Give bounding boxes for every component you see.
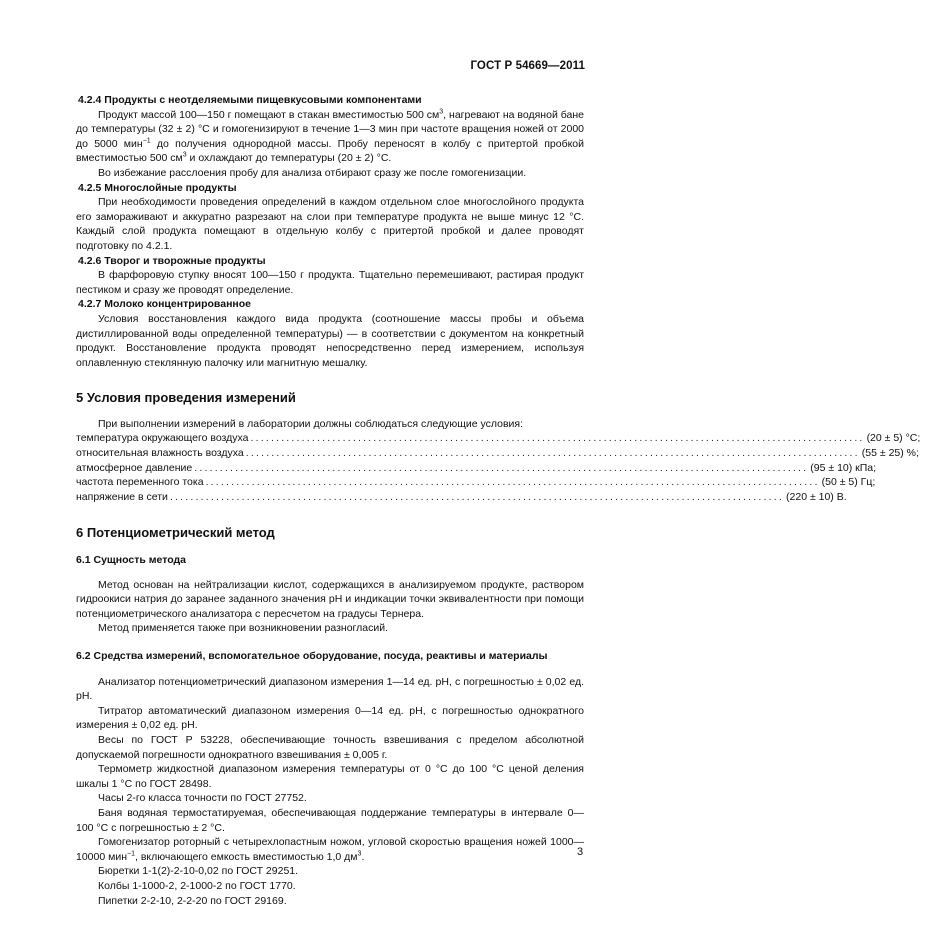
condition-label: напряжение в сети (76, 490, 168, 503)
condition-value: (55 ± 25) %; (861, 447, 919, 460)
dot-leader: ........................................................................................................................ (245, 447, 860, 460)
dot-leader: ........................................................................................................................ (194, 461, 809, 474)
text-run: и охлаждают до температуры (20 ± 2) °С. (186, 152, 392, 165)
list-item: Весы по ГОСТ Р 53228, обеспечивающие точность взвешивания с пределом абсолютной допускаемой погрешности однократного взвешивания ± 0,005 г. (76, 733, 584, 761)
page-number: 3 (577, 846, 584, 858)
subsection-4-2-4-title: 4.2.4 Продукты с неотделяемыми пищевкусовыми компонентами (78, 94, 422, 106)
text-run: , включающего емкость вместимостью 1,0 дм (134, 850, 358, 863)
superscript: 3 (439, 108, 444, 116)
condition-label: температура окружающего воздуха (76, 432, 249, 445)
equipment-list (76, 864, 584, 908)
paragraph (76, 108, 584, 166)
dot-leader: ........................................................................................................................ (169, 490, 785, 503)
subsection-6-2-title: 6.2 Средства измерений, вспомогательное оборудование, посуда, реактивы и материалы (76, 650, 548, 662)
list-item: Термометр жидкостной диапазоном измерения температуры от 0 °С до 100 °С ценой деления шкалы 1 °С по ГОСТ 28498. (76, 763, 584, 790)
text-run: до получения однородной массы. Пробу переносят в колбу с притертой пробкой вместимостью 500 см (76, 137, 584, 165)
condition-value: (50 ± 5) Гц; (821, 476, 876, 489)
list-item: Титратор автоматический диапазоном измерения 0—14 ед. рН, с погрешностью однократного измерения ± 0,02 ед. рН. (76, 704, 584, 732)
paragraph: Условия восстановления каждого вида продукта (соотношение массы пробы и объема дистиллированной воды определенной температуры) — в соответствии с документом на конкретный продукт. Восстановление продукта проводят непосредственно перед измерением, используя оплавленную стеклянную палочку или магнитную мешалку. (76, 312, 584, 369)
section-6-title: 6 Потенциометрический метод (76, 525, 275, 541)
condition-row (76, 490, 847, 505)
superscript: −1 (142, 137, 151, 145)
page-content (76, 93, 921, 908)
subsection-4-2-5-title: 4.2.5 Многослойные продукты (78, 181, 237, 194)
text-run: Гомогенизатор роторный с четырехлопастным ножом, угловой скоростью вращения ножей 1000—10000 мин (76, 836, 584, 863)
superscript: −1 (127, 850, 135, 858)
section-5-title: 5 Условия проведения измерений (76, 390, 296, 406)
condition-value: (20 ± 5) °С; (866, 432, 921, 445)
subsection-4-2-7-title: 4.2.7 Молоко концентрированное (78, 298, 252, 311)
list-item: Пипетки 2-2-10, 2-2-20 по ГОСТ 29169. (98, 894, 287, 907)
paragraph: Метод применяется также при возникновении разногласий. (98, 622, 388, 635)
condition-value: (220 ± 10) В. (786, 490, 847, 503)
list-item: Анализатор потенциометрический диапазоном измерения 1—14 ед. рН, с погрешностью ± 0,02 ед. рН. (76, 675, 584, 703)
list-item: Бюретки 1-1(2)-2-10-0,02 по ГОСТ 29251. (98, 865, 299, 878)
document-id-header: ГОСТ Р 54669—2011 (470, 60, 585, 72)
condition-label: относительная влажность воздуха (76, 447, 244, 460)
subsection-4-2-6-title: 4.2.6 Творог и творожные продукты (78, 254, 266, 267)
condition-label: частота переменного тока (76, 476, 204, 489)
paragraph: При необходимости проведения определений в каждом отдельном слое многослойного продукта его замораживают и аккуратно разрезают на слои при температуре продукта не выше минус 12 °С. Каждый слой продукта помещают в отдельную колбу с притертой пробкой и далее проводят подготовку по 4.2.1. (76, 196, 584, 252)
superscript: 3 (357, 850, 362, 858)
list-item: Колбы 1-1000-2, 2-1000-2 по ГОСТ 1770. (98, 879, 296, 892)
condition-label: атмосферное давление (76, 461, 193, 474)
dot-leader: ........................................................................................................................ (205, 476, 820, 489)
paragraph: Метод основан на нейтрализации кислот, содержащихся в анализируемом продукте, раствором гидроокиси натрия до заранее заданного значения рН и индикации точки эквивалентности при помощи потенциометрического анализатора с пересчетом на градусы Тернера. (76, 578, 584, 620)
dot-leader: ........................................................................................................................ (250, 432, 865, 445)
list-item: Баня водяная термостатируемая, обеспечивающая поддержание температуры в интервале 0—100 °С с погрешностью ± 2 °С. (76, 806, 584, 834)
equipment-list (76, 675, 584, 836)
list-item: Часы 2-го класса точности по ГОСТ 27752. (98, 792, 307, 805)
paragraph (76, 835, 584, 864)
conditions-list (76, 431, 921, 504)
text-run: Продукт массой 100—150 г помещают в стакан вместимостью 500 см (98, 108, 440, 121)
condition-value: (95 ± 10) кПа; (810, 461, 877, 474)
condition-row (76, 446, 919, 461)
superscript: 3 (182, 151, 187, 159)
paragraph: Во избежание расслоения пробу для анализа отбирают сразу же после гомогенизации. (98, 166, 527, 179)
condition-row (76, 431, 921, 446)
paragraph: В фарфоровую ступку вносят 100—150 г продукта. Тщательно перемешивают, растирая продукт пестиком и сразу же проводят определение. (76, 269, 584, 296)
condition-row (76, 461, 877, 476)
text-run: , нагревают на водяной бане до температуры (32 ± 2) °С и гомогенизируют в течение 1—3 мин при частоте вращения ножей от 2000 до 5000 мин (76, 108, 584, 150)
subsection-6-1-title: 6.1 Сущность метода (76, 554, 187, 567)
paragraph: При выполнении измерений в лаборатории должны соблюдаться следующие условия: (98, 417, 523, 430)
condition-row (76, 475, 876, 490)
text-run: . (361, 850, 365, 863)
